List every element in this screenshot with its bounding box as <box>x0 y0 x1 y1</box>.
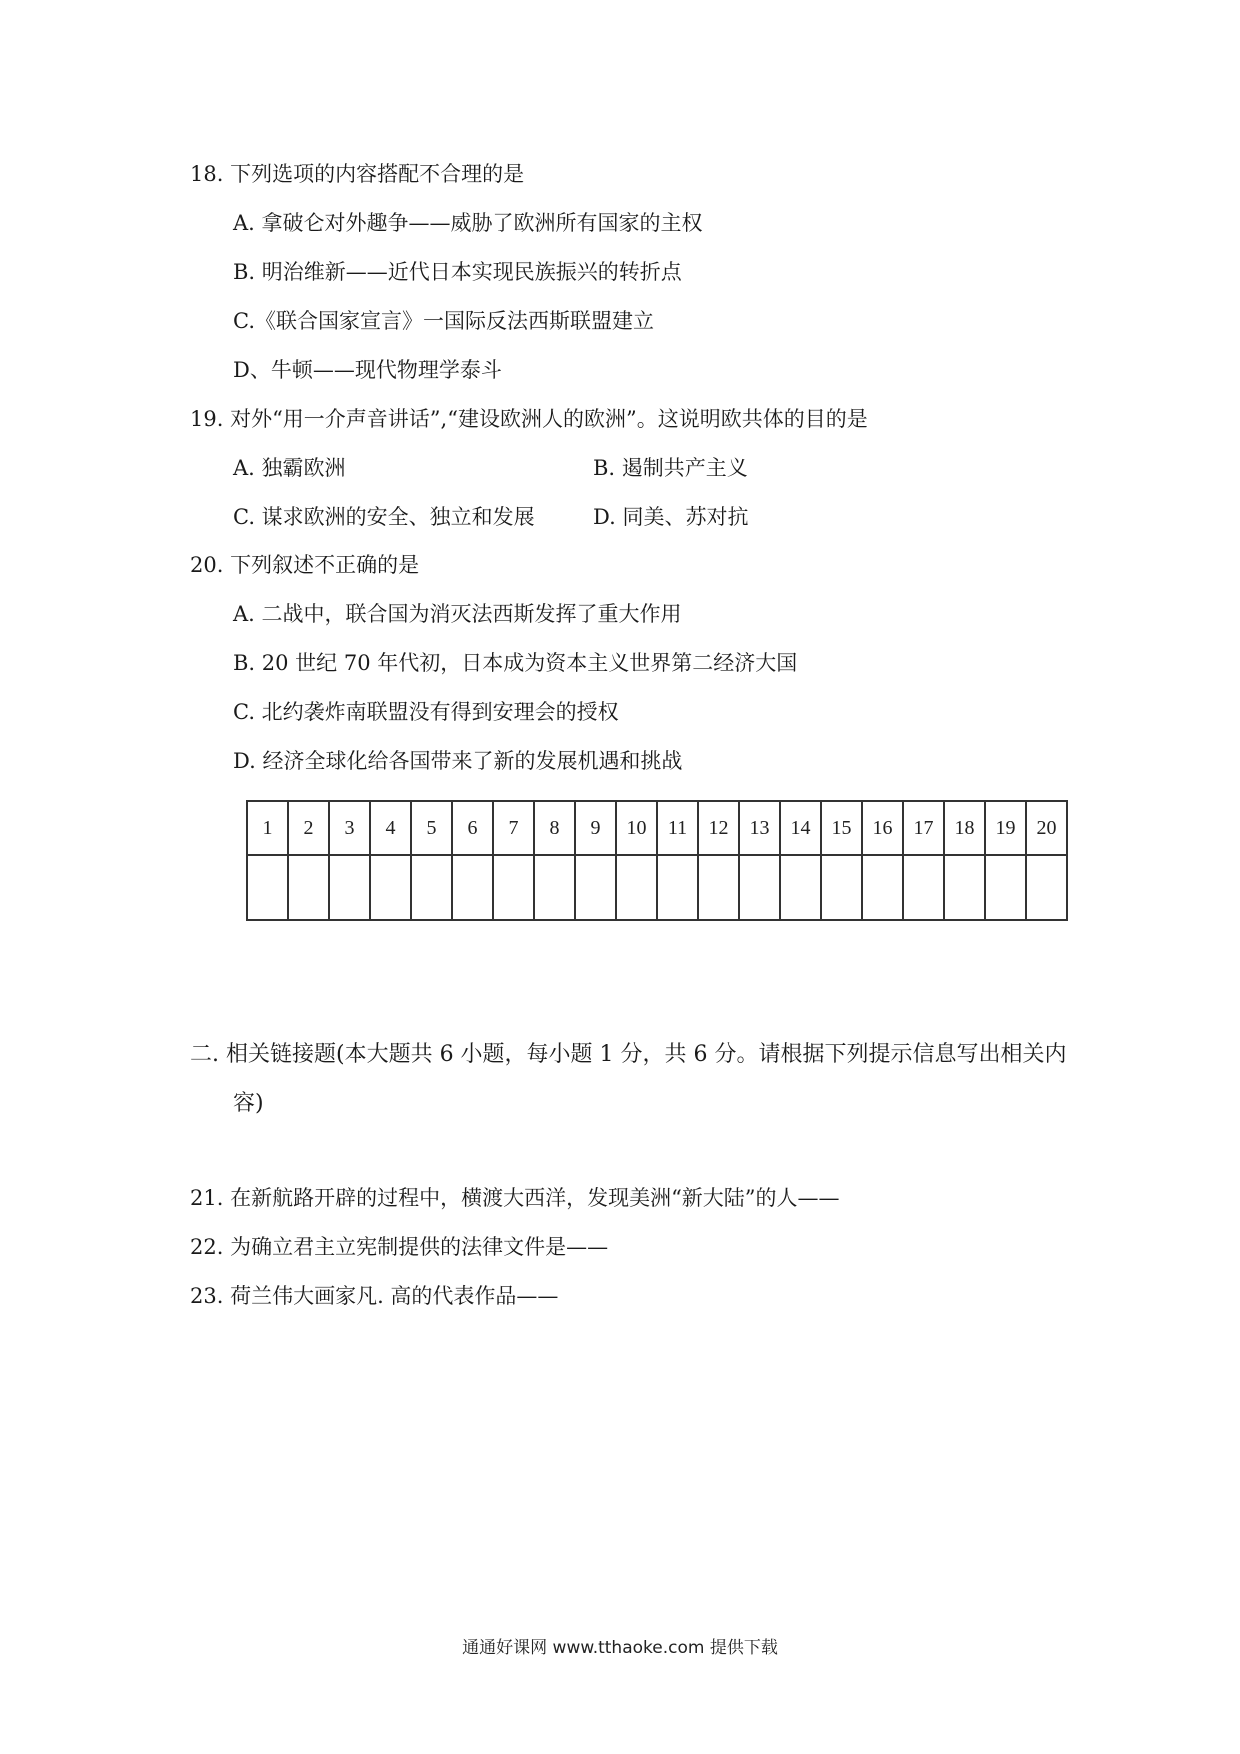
answer-cell[interactable] <box>698 855 739 920</box>
question-19-option-d: D. 同美、苏对抗 <box>593 505 749 529</box>
answer-table-number: 18 <box>944 801 985 855</box>
answer-cell[interactable] <box>944 855 985 920</box>
question-20-option-c: C. 北约袭炸南联盟没有得到安理会的授权 <box>233 700 619 724</box>
answer-table-number: 5 <box>411 801 452 855</box>
question-18-stem: 18. 下列选项的内容搭配不合理的是 <box>190 162 525 186</box>
answer-table <box>246 800 1068 921</box>
answer-cell[interactable] <box>821 855 862 920</box>
answer-table-number: 4 <box>370 801 411 855</box>
answer-table-number: 9 <box>575 801 616 855</box>
answer-table-number: 14 <box>780 801 821 855</box>
answer-table-number: 3 <box>329 801 370 855</box>
answer-table-number: 2 <box>288 801 329 855</box>
answer-cell[interactable] <box>452 855 493 920</box>
answer-table-number: 10 <box>616 801 657 855</box>
answer-table-number: 13 <box>739 801 780 855</box>
answer-cell[interactable] <box>985 855 1026 920</box>
answer-cell[interactable] <box>657 855 698 920</box>
answer-cell[interactable] <box>329 855 370 920</box>
question-19-stem: 19. 对外“用一介声音讲话”,“建设欧洲人的欧洲”。这说明欧共体的目的是 <box>190 407 868 431</box>
answer-table-number: 7 <box>493 801 534 855</box>
answer-cell[interactable] <box>862 855 903 920</box>
answer-cell[interactable] <box>616 855 657 920</box>
answer-table-number: 12 <box>698 801 739 855</box>
answer-table-number: 1 <box>247 801 288 855</box>
answer-cell[interactable] <box>411 855 452 920</box>
answer-cell[interactable] <box>739 855 780 920</box>
section-2-title-line-1: 二. 相关链接题(本大题共 6 小题，每小题 1 分，共 6 分。请根据下列提示信息写出相关内 <box>190 1042 1067 1067</box>
question-18-option-c: C.《联合国家宣言》一国际反法西斯联盟建立 <box>233 309 654 333</box>
answer-cell[interactable] <box>780 855 821 920</box>
answer-table-number: 11 <box>657 801 698 855</box>
answer-table-number: 6 <box>452 801 493 855</box>
answer-table-number: 15 <box>821 801 862 855</box>
question-18-option-b: B. 明治维新——近代日本实现民族振兴的转折点 <box>233 260 682 284</box>
question-23: 23. 荷兰伟大画家凡. 高的代表作品—— <box>190 1284 559 1308</box>
answer-table-answer-row <box>247 855 1067 920</box>
question-20-option-d: D. 经济全球化给各国带来了新的发展机遇和挑战 <box>233 749 683 773</box>
answer-cell[interactable] <box>575 855 616 920</box>
answer-table-header-row <box>247 801 1067 855</box>
answer-table-number: 8 <box>534 801 575 855</box>
question-22: 22. 为确立君主立宪制提供的法律文件是—— <box>190 1235 609 1259</box>
question-18-option-d: D、牛顿——现代物理学泰斗 <box>233 358 502 382</box>
answer-cell[interactable] <box>534 855 575 920</box>
question-20-option-b: B. 20 世纪 70 年代初，日本成为资本主义世界第二经济大国 <box>233 651 798 675</box>
answer-cell[interactable] <box>247 855 288 920</box>
question-20-option-a: A. 二战中，联合国为消灭法西斯发挥了重大作用 <box>233 602 682 626</box>
answer-table-number: 19 <box>985 801 1026 855</box>
answer-cell[interactable] <box>288 855 329 920</box>
question-18-option-a: A. 拿破仑对外趣争——威胁了欧洲所有国家的主权 <box>233 211 703 235</box>
answer-cell[interactable] <box>493 855 534 920</box>
question-19-option-a: A. 独霸欧洲 <box>233 456 346 480</box>
answer-cell[interactable] <box>903 855 944 920</box>
answer-table-number: 16 <box>862 801 903 855</box>
question-21: 21. 在新航路开辟的过程中，横渡大西洋，发现美洲“新大陆”的人—— <box>190 1186 840 1210</box>
answer-table-number: 20 <box>1026 801 1067 855</box>
section-2-title-line-2: 容) <box>233 1091 264 1116</box>
question-19-option-b: B. 遏制共产主义 <box>593 456 748 480</box>
question-19-option-c: C. 谋求欧洲的安全、独立和发展 <box>233 505 535 529</box>
question-20-stem: 20. 下列叙述不正确的是 <box>190 553 420 577</box>
answer-cell[interactable] <box>1026 855 1067 920</box>
footer-source: 通通好课网 www.tthaoke.com 提供下载 <box>462 1638 778 1658</box>
answer-cell[interactable] <box>370 855 411 920</box>
answer-table-number: 17 <box>903 801 944 855</box>
